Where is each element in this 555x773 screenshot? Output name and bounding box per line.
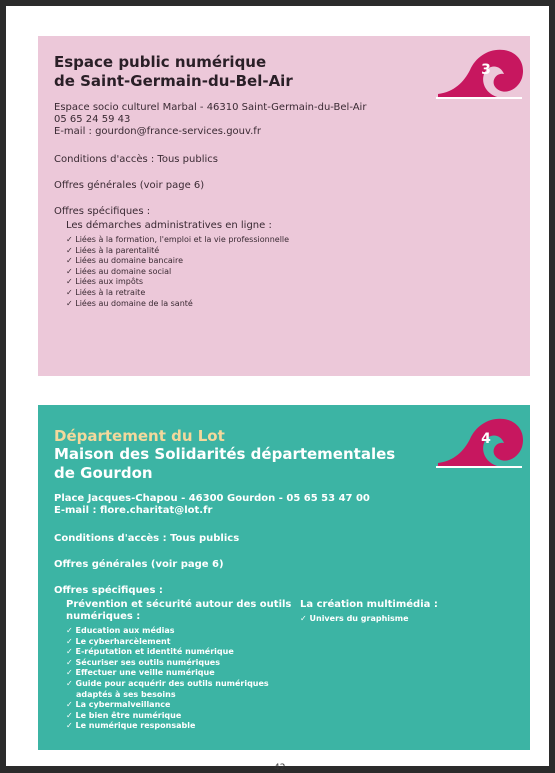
list-item: ✓ Effectuer une veille numérique — [66, 668, 269, 679]
department-name: Département du Lot — [54, 427, 225, 445]
title-line: de Gourdon — [54, 464, 153, 482]
list-item: ✓ Education aux médias — [66, 626, 269, 637]
right-heading: La création multimédia : — [300, 599, 438, 610]
list-item: ✓ Liées au domaine de la santé — [66, 299, 289, 310]
heading-line: numériques : — [66, 611, 141, 622]
list-item: ✓ Liées au domaine bancaire — [66, 256, 289, 267]
card-gourdon — [38, 405, 530, 750]
conditions: Conditions d'accès : Tous publics — [54, 154, 218, 165]
item-list — [66, 235, 289, 309]
list-item: ✓ La cybermalveillance — [66, 700, 269, 711]
badge-number: 4 — [481, 431, 491, 447]
wave-badge — [434, 411, 526, 471]
offres-specifiques: Offres spécifiques : — [54, 206, 151, 217]
list-item: ✓ Le numérique responsable — [66, 721, 269, 732]
heading-line: Prévention et sécurité autour des outils — [66, 599, 292, 610]
wave-badge — [434, 42, 526, 102]
title-line: Espace public numérique — [54, 53, 267, 71]
email: E-mail : gourdon@france-services.gouv.fr — [54, 126, 261, 137]
card-title — [54, 445, 395, 483]
left-heading — [66, 599, 291, 623]
list-item: ✓ Guide pour acquérir des outils numériques — [66, 679, 269, 690]
title-line: de Saint-Germain-du-Bel-Air — [54, 72, 293, 90]
subheading: Les démarches administratives en ligne : — [66, 220, 272, 231]
list-item: ✓ Liées au domaine social — [66, 267, 289, 278]
list-item: ✓ Liées à la formation, l'emploi et la vie professionnelle — [66, 235, 289, 246]
offres-specifiques: Offres spécifiques : — [54, 585, 163, 596]
offres-generales: Offres générales (voir page 6) — [54, 180, 205, 191]
phone: 05 65 24 59 43 — [54, 114, 131, 125]
card-saint-germain — [38, 36, 530, 376]
left-item-list — [66, 626, 269, 732]
conditions: Conditions d'accès : Tous publics — [54, 533, 240, 544]
title-line: Maison des Solidarités départementales — [54, 445, 396, 463]
address: Place Jacques-Chapou - 46300 Gourdon - 05 65 53 47 00 — [54, 493, 370, 504]
card-title — [54, 53, 293, 91]
list-item: ✓ Le bien être numérique — [66, 711, 269, 722]
list-item: ✓ Sécuriser ses outils numériques — [66, 658, 269, 669]
page-number: 42 — [274, 763, 286, 773]
right-item-list — [300, 614, 409, 625]
list-item: ✓ Liées aux impôts — [66, 277, 289, 288]
list-item: ✓ E-réputation et identité numérique — [66, 647, 269, 658]
list-item: ✓ Univers du graphisme — [300, 614, 409, 625]
offres-generales: Offres générales (voir page 6) — [54, 559, 224, 570]
list-item: ✓ Liées à la parentalité — [66, 246, 289, 257]
badge-number: 3 — [481, 62, 491, 78]
document-page — [6, 6, 549, 773]
list-item: ✓ Liées à la retraite — [66, 288, 289, 299]
list-item: ✓ Le cyberharcèlement — [66, 637, 269, 648]
email: E-mail : flore.charitat@lot.fr — [54, 505, 213, 516]
list-item-continuation: adaptés à ses besoins — [76, 689, 176, 699]
address: Espace socio culturel Marbal - 46310 Saint-Germain-du-Bel-Air — [54, 102, 367, 113]
